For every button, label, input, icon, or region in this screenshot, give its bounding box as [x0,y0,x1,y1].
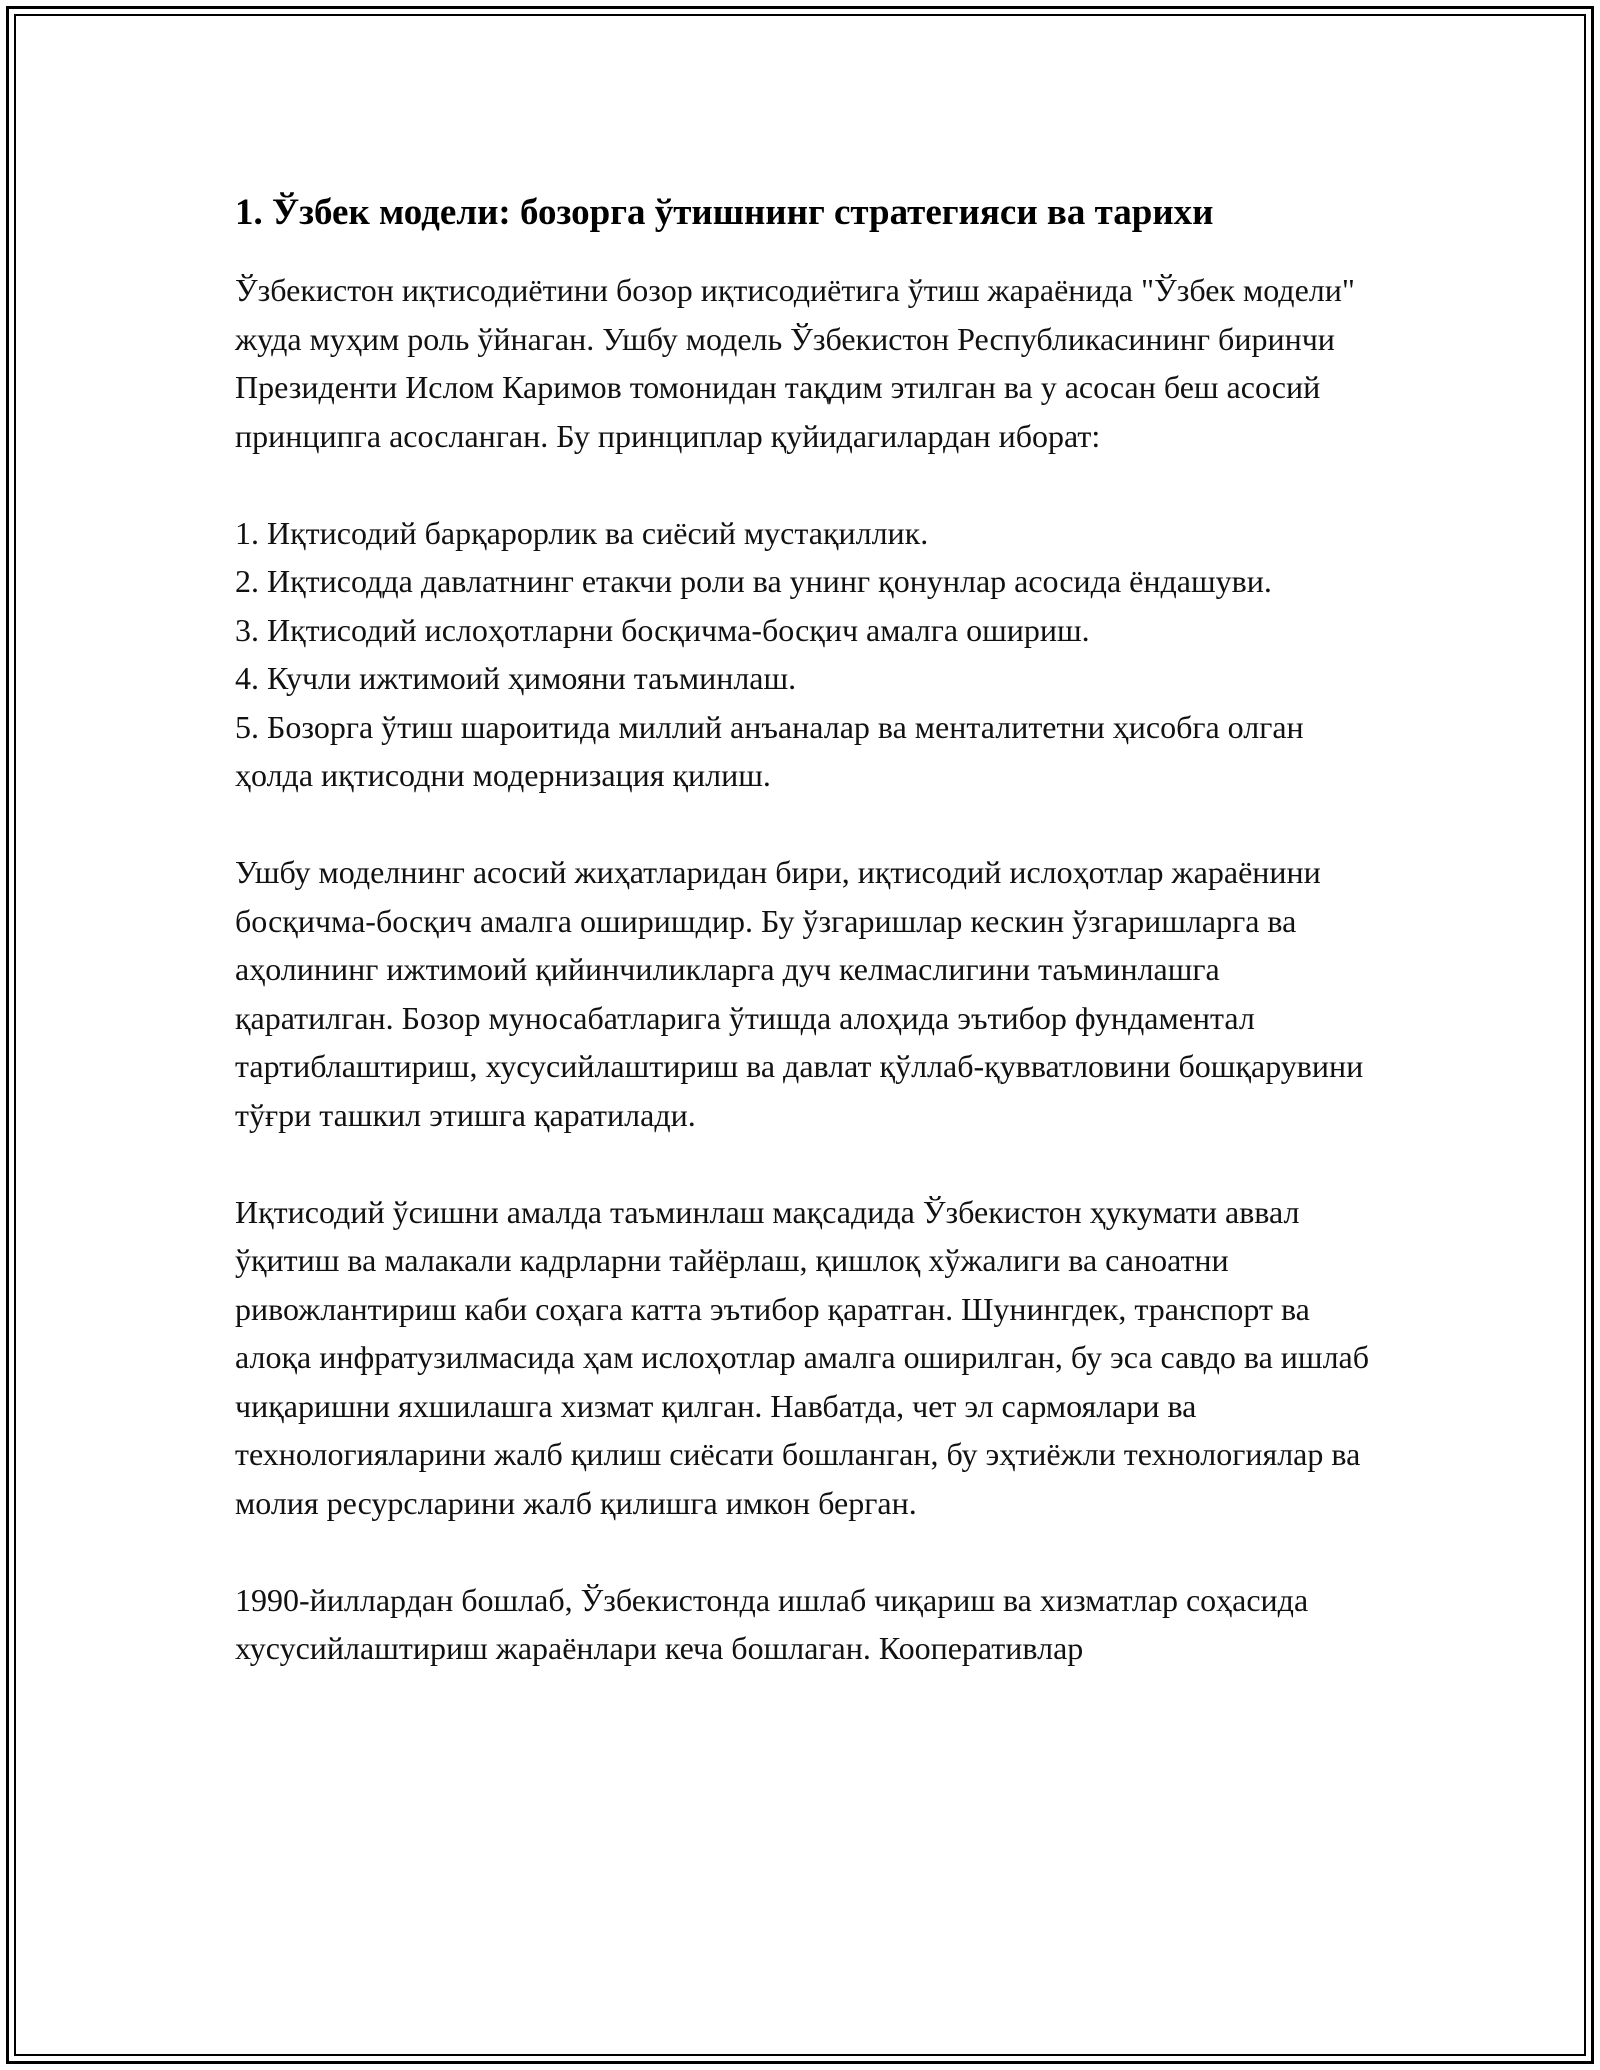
document-title: 1. Ўзбек модели: бозорга ўтишнинг стратегияси ва тарихи [235,192,1214,233]
paragraph-gap [235,1527,1385,1576]
principles-list: 1. Иқтисодий барқарорлик ва сиёсий мустақиллик. 2. Иқтисодда давлатнинг етакчи роли ва унинг қонунлар асосида ёндашуви. 3. Иқтисодий ислоҳотларни босқичма-босқич амалга ошириш. 4. Кучли ижтимоий ҳимояни таъминлаш. 5. Бозорга ўтиш шароитида миллий анъаналар ва менталитетни ҳисобга олган ҳолда иқтисодни модернизация қилиш. [235,514,1304,793]
paragraph-model-aspects: Ушбу моделнинг асосий жиҳатларидан бири, иқтисодий ислоҳотлар жараёнини босқичма-босқич амалга оширишдир. Бу ўзгаришлар кескин ўзгаришларга ва аҳолининг ижтимоий қийинчиликларга дуч келмаслигини таъминлашга қаратилган. Бозор муносабатларига ўтишда алоҳида эътибор фундаментал тартиблаштириш, хусусийлаштириш ва давлат қўллаб-қувватловини бошқарувини тўғри ташкил этишга қаратилади. [235,854,1372,1133]
paragraph-gap [235,460,1385,509]
paragraph-intro: Ўзбекистон иқтисодиётини бозор иқтисодиётига ўтиш жараёнида "Ўзбек модели" жуда муҳим роль ўйнаган. Ушбу модель Ўзбекистон Республикасининг биринчи Президенти Ислом Каримов томонидан тақдим этилган ва у асосан беш асосий принципга асосланган. Бу принциплар қуйидагилардан иборат: [235,272,1363,454]
paragraph-gap [235,800,1385,849]
paragraph-privatization: 1990-йиллардан бошлаб, Ўзбекистонда ишлаб чиқариш ва хизматлар соҳасида хусусийлаштириш жараёнлари кеча бошлаган. Кооперативлар [235,1581,1317,1666]
paragraph-economic-growth: Иқтисодий ўсишни амалда таъминлаш мақсадида Ўзбекистон ҳукумати аввал ўқитиш ва малакали кадрларни тайёрлаш, қишлоқ хўжалиги ва саноатни ривожлантириш каби соҳага катта эътибор қаратган. Шунингдек, транспорт ва алоқа инфратузилмасида ҳам ислоҳотлар амалга оширилган, бу эса савдо ва ишлаб чиқаришни яхшилашга хизмат қилган. Навбатда, чет эл сармоялари ва технологияларини жалб қилиш сиёсати бошланган, бу эҳтиёжли технологиялар ва молия ресурсларини жалб қилишга имкон берган. [235,1193,1378,1521]
paragraph-gap [235,1139,1385,1188]
document-body [235,188,1385,1673]
